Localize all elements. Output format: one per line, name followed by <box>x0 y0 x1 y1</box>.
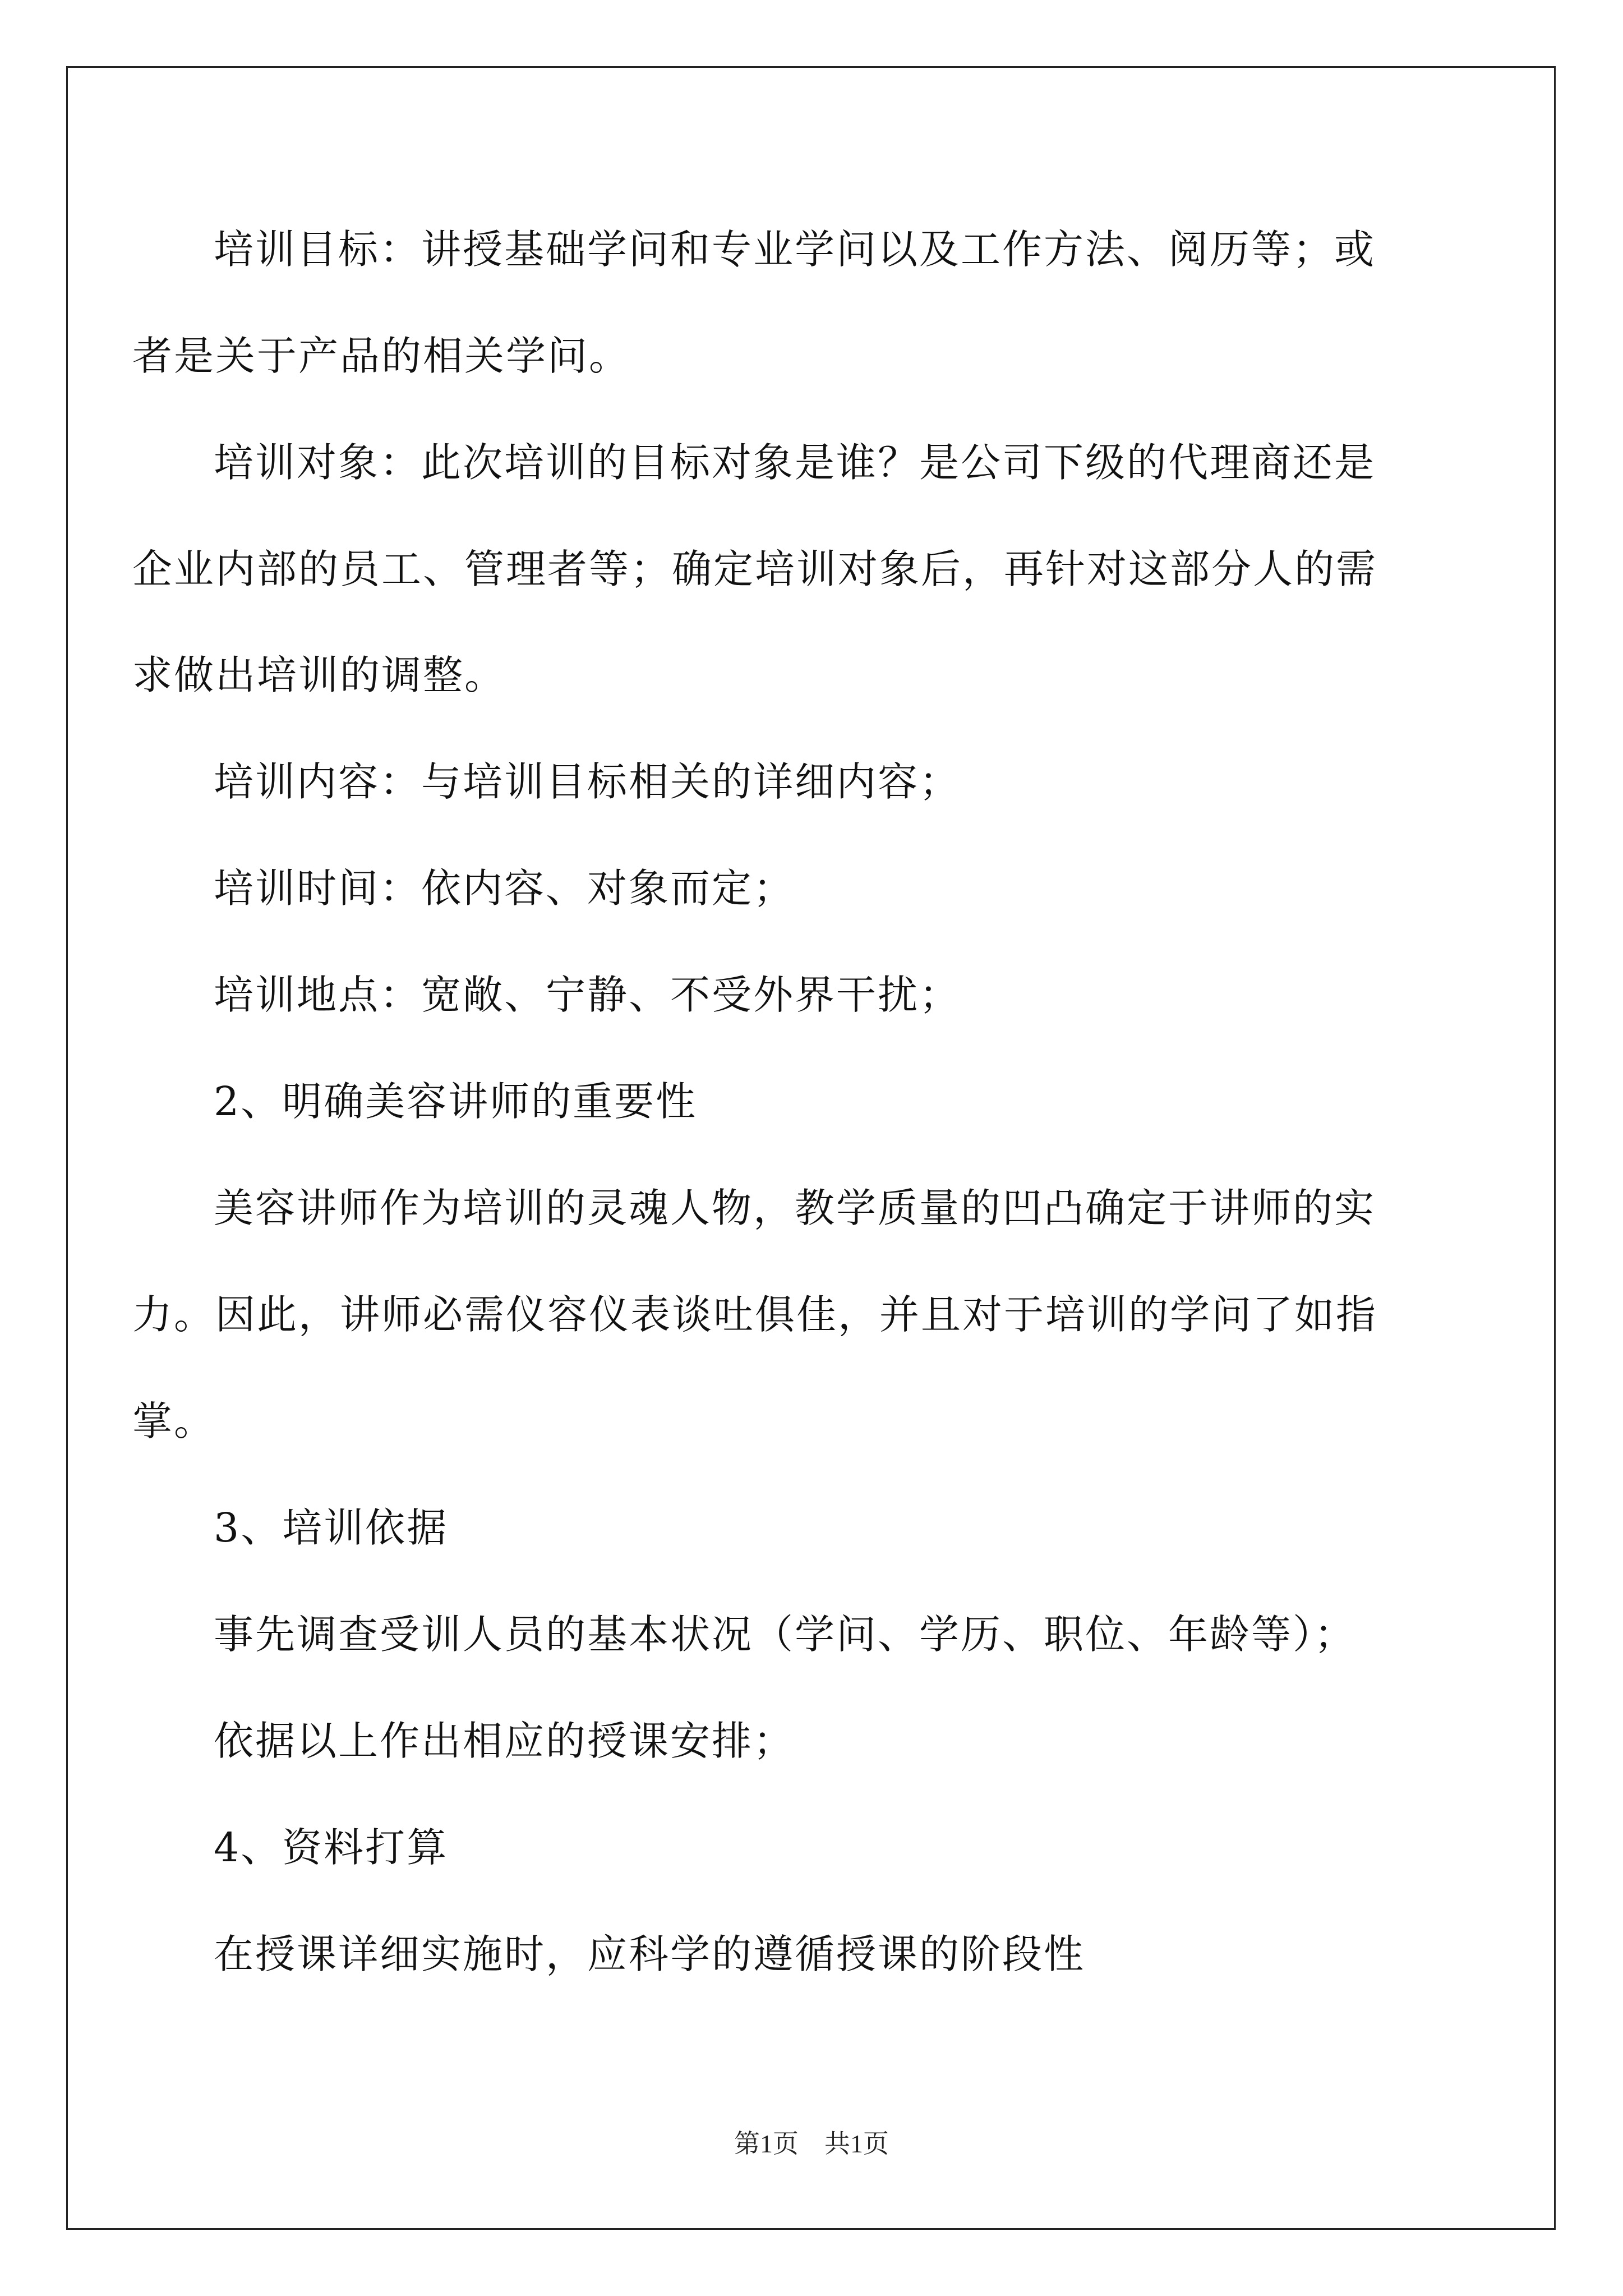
paragraph-line: 培训目标：讲授基础学问和专业学问以及工作方法、阅历等；或 <box>214 226 1376 273</box>
paragraph-line: 培训时间：依内容、对象而定； <box>214 865 795 912</box>
paragraph-line: 美容讲师作为培训的灵魂人物，教学质量的凹凸确定于讲师的实 <box>214 1185 1376 1231</box>
paragraph-line: 培训对象：此次培训的目标对象是谁？是公司下级的代理商还是 <box>214 439 1376 486</box>
page-footer: 第1页 共1页 <box>734 2129 889 2158</box>
paragraph-line: 力。因此，讲师必需仪容仪表谈吐俱佳，并且对于培训的学问了如指 <box>132 1291 1378 1338</box>
section-heading: 2、明确美容讲师的重要性 <box>214 1078 698 1125</box>
paragraph-line: 培训地点：宽敞、宁静、不受外界干扰； <box>214 972 961 1018</box>
paragraph-line: 求做出培训的调整。 <box>132 652 506 698</box>
paragraph-line: 依据以上作出相应的授课安排； <box>214 1718 795 1764</box>
paragraph-line: 在授课详细实施时，应科学的遵循授课的阶段性 <box>214 1931 1086 1977</box>
paragraph-line: 培训内容：与培训目标相关的详细内容； <box>214 758 961 805</box>
paragraph-line: 者是关于产品的相关学问。 <box>132 333 631 379</box>
page-border <box>66 66 1556 2230</box>
section-heading: 3、培训依据 <box>214 1504 449 1551</box>
paragraph-line: 掌。 <box>132 1398 216 1444</box>
paragraph-line: 企业内部的员工、管理者等；确定培训对象后，再针对这部分人的需 <box>132 546 1378 592</box>
section-heading: 4、资料打算 <box>214 1824 449 1871</box>
paragraph-line: 事先调查受训人员的基本状况（学问、学历、职位、年龄等）； <box>214 1611 1356 1658</box>
